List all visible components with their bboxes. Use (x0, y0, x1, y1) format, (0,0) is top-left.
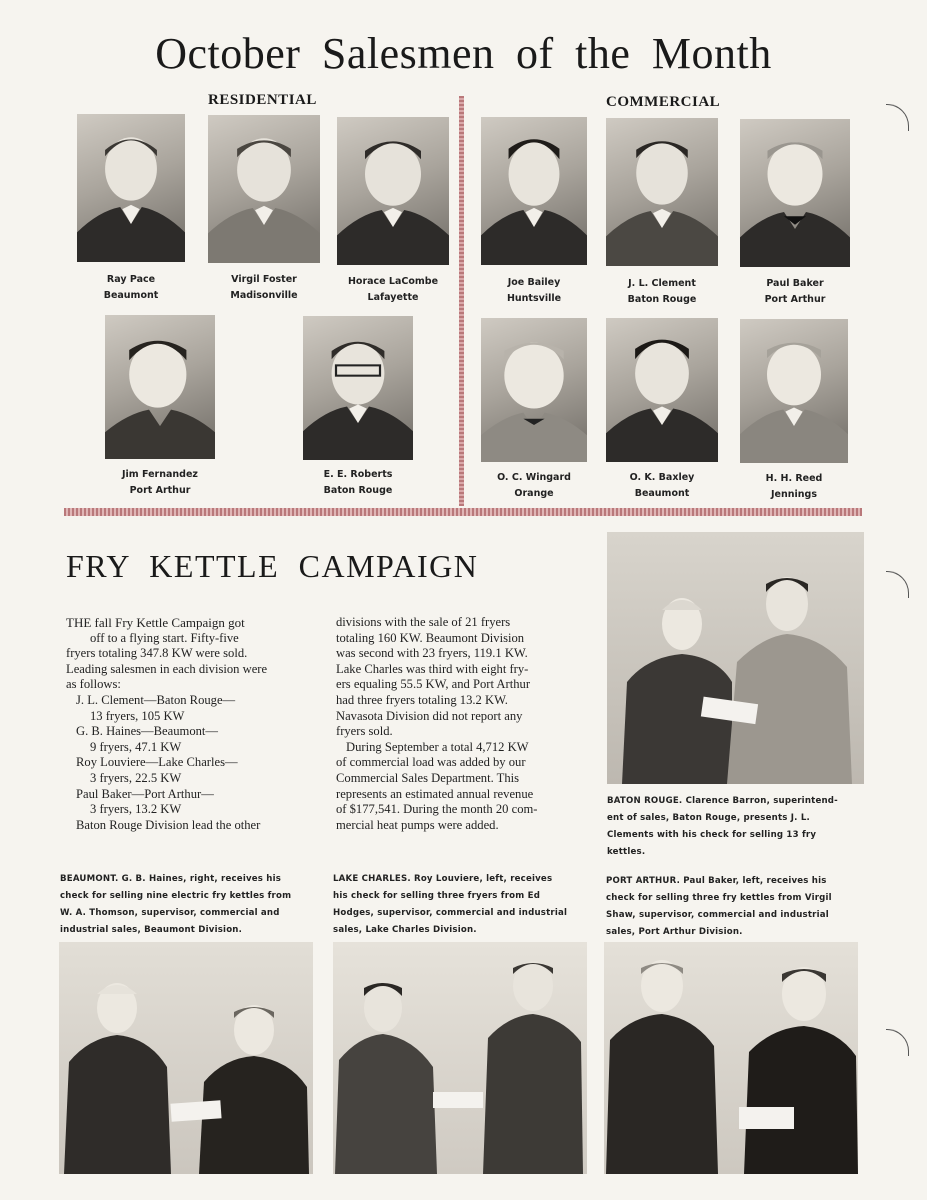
portrait-photo (105, 315, 215, 459)
article-line: Roy Louviere—Lake Charles— (76, 755, 238, 770)
port-arthur-photo (604, 942, 858, 1174)
article-line: ers equaling 55.5 KW, and Port Arthur (336, 677, 531, 692)
lake-charles-photo (333, 942, 587, 1174)
page-title: October Salesmen of the Month (155, 29, 772, 78)
residential-caption: E. E. Roberts Baton Rouge (323, 469, 393, 496)
article-line: 13 fryers, 105 KW (90, 708, 185, 723)
commercial-caption: Paul Baker Port Arthur (764, 278, 826, 305)
article-line: 3 fryers, 22.5 KW (90, 770, 182, 785)
commercial-caption: H. H. Reed Jennings (765, 473, 823, 500)
article-column-1 (66, 615, 320, 833)
article-line: fryers sold. (336, 724, 393, 739)
article-line: as follows: (66, 677, 121, 692)
section-divider (64, 508, 862, 516)
portrait-photo (303, 316, 413, 460)
baton-rouge-photo (607, 532, 864, 784)
article-line: THE fall Fry Kettle Campaign got (66, 615, 245, 630)
article-line: G. B. Haines—Beaumont— (76, 724, 219, 739)
beaumont-photo (59, 942, 313, 1174)
residential-caption: Ray Pace Beaumont (103, 274, 159, 301)
residential-caption: Virgil Foster Madisonville (230, 274, 298, 301)
baton-rouge-caption: BATON ROUGE. Clarence Barron, superintend- ent of sales, Baton Rouge, presents J. L. Clements with his check for selling 13 fry kettles. (607, 796, 838, 857)
binder-hole (886, 571, 909, 598)
portrait-photo (481, 117, 587, 265)
portrait-photo (208, 115, 320, 263)
portrait-photo (337, 117, 449, 265)
article-line: of commercial load was added by our (336, 755, 526, 770)
portrait-photo (606, 318, 718, 462)
article-line: 9 fryers, 47.1 KW (90, 739, 182, 754)
article-title: FRY KETTLE CAMPAIGN (66, 548, 479, 584)
commercial-caption: O. C. Wingard Orange (497, 472, 571, 499)
article-line: Commercial Sales Department. This (336, 770, 520, 785)
article-line: Baton Rouge Division lead the other (76, 817, 261, 832)
section-divider (459, 96, 464, 506)
article-line: represents an estimated annual revenue (336, 786, 534, 801)
article-line: divisions with the sale of 21 fryers (336, 615, 511, 629)
article-line: totaling 160 KW. Beaumont Division (336, 630, 525, 645)
portrait-photo (740, 319, 848, 463)
article-line: Paul Baker—Port Arthur— (76, 786, 214, 801)
article-line: Lake Charles was third with eight fry- (336, 661, 529, 676)
article-line: J. L. Clement—Baton Rouge— (76, 692, 236, 707)
binder-hole (886, 104, 909, 131)
article-line: mercial heat pumps were added. (336, 817, 499, 832)
portrait-photo (606, 118, 718, 266)
article-line: fryers totaling 347.8 KW were sold. (66, 646, 248, 661)
lake-charles-caption: LAKE CHARLES. Roy Louviere, left, receives his check for selling three fryers from Ed Hodges, supervisor, commercial and industrial sales, Lake Charles Division. (333, 874, 568, 935)
portrait-photo (740, 119, 850, 267)
commercial-caption: J. L. Clement Baton Rouge (627, 278, 697, 305)
commercial-caption: O. K. Baxley Beaumont (629, 472, 695, 499)
commercial-caption: Joe Bailey Huntsville (506, 277, 562, 304)
article-line: During September a total 4,712 KW (346, 739, 529, 754)
commercial-heading: COMMERCIAL (606, 94, 721, 110)
article-line: Leading salesmen in each division were (66, 661, 268, 676)
article-line: had three fryers totaling 13.2 KW. (336, 692, 508, 707)
article-line: 3 fryers, 13.2 KW (90, 802, 182, 817)
portrait-photo (77, 114, 185, 262)
residential-caption: Horace LaCombe Lafayette (347, 276, 439, 303)
article-line: was second with 23 fryers, 119.1 KW. (336, 646, 528, 661)
beaumont-caption: BEAUMONT. G. B. Haines, right, receives his check for selling nine electric fry kettles from W. A. Thomson, supervisor, commercial and industrial sales, Beaumont Division. (60, 874, 292, 935)
residential-heading: RESIDENTIAL (208, 92, 317, 108)
article-line: off to a flying start. Fifty-five (90, 630, 239, 645)
article-column-2 (336, 615, 592, 833)
binder-hole (886, 1029, 909, 1056)
port-arthur-caption: PORT ARTHUR. Paul Baker, left, receives his check for selling three fry kettles from Virgil Shaw, supervisor, commercial and industrial sales, Port Arthur Division. (606, 876, 832, 937)
article-line: of $177,541. During the month 20 com- (336, 802, 538, 817)
portrait-photo (481, 318, 587, 462)
article-line: Navasota Division did not report any (336, 708, 523, 723)
residential-caption: Jim Fernandez Port Arthur (122, 469, 198, 496)
